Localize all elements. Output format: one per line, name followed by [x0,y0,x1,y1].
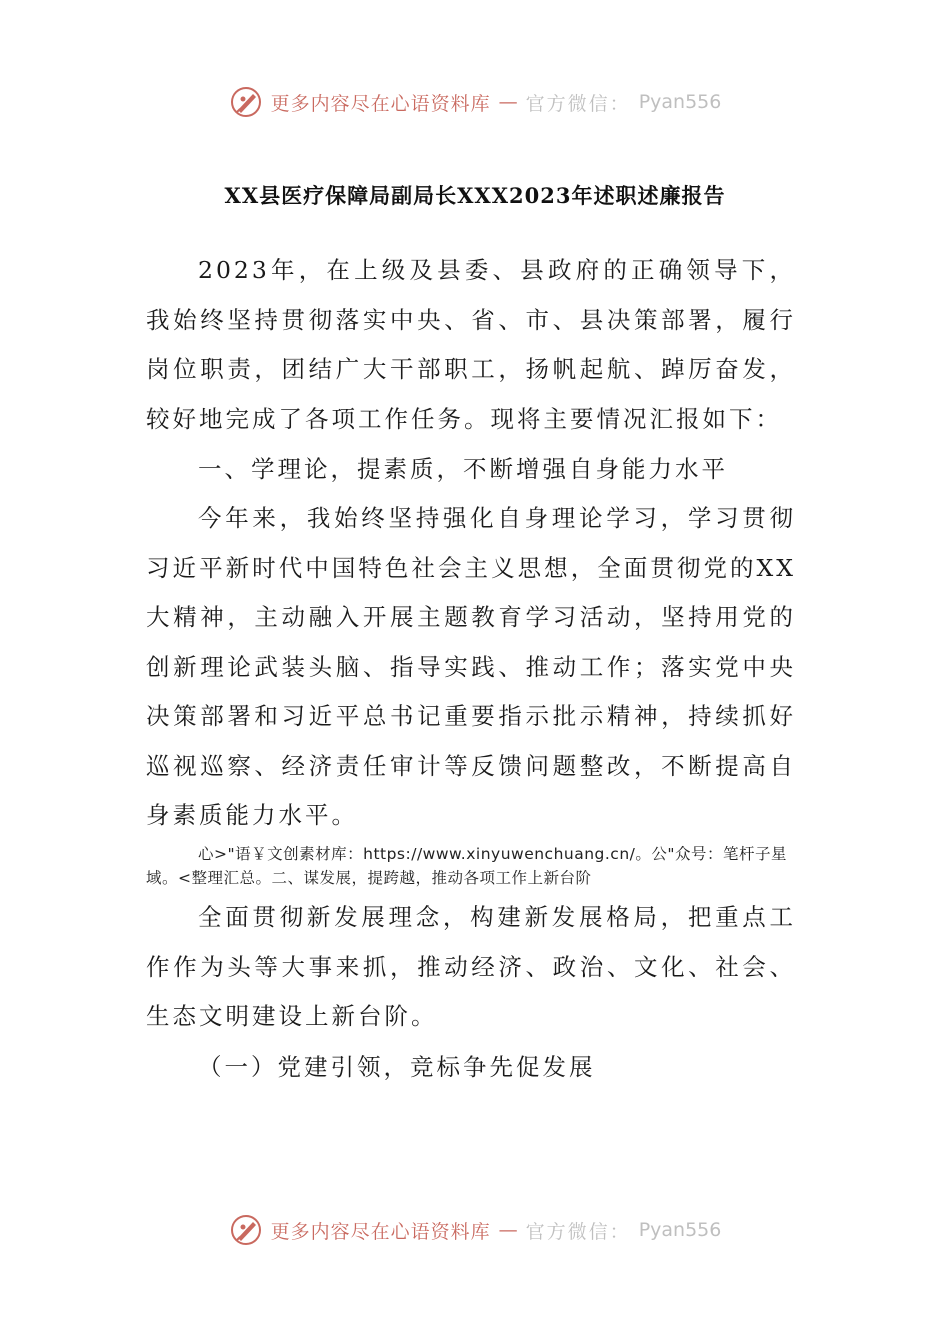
watermark-wechat-id: Pyan556 [638,91,722,113]
watermark-text: 更多内容尽在心语资料库 [270,92,491,115]
pen-logo-icon [229,1213,263,1247]
watermark-dash: — [498,91,518,113]
section-heading-1: 一、学理论，提素质，不断增强自身能力水平 [198,455,728,483]
watermark-label: 官方微信： [525,92,631,115]
watermark-dash: — [498,1219,518,1241]
pen-logo-icon [229,85,263,119]
source-note: 心>"语￥文创素材库：https://www.xinyuwenchuang.cn/。公"众号：笔杆子星域。<整理汇总。二、谋发展，提跨越，推动各项工作上新台阶 [146,845,788,887]
paragraph-study: 今年来，我始终坚持强化自身理论学习，学习贯彻习近平新时代中国特色社会主义思想，全面贯彻党的XX大精神，主动融入开展主题教育学习活动，坚持用党的创新理论武装头脑、指导实践、推动工作；落实党中央决策部署和习近平总书记重要指示批示精神，持续抓好巡视巡察、经济责任审计等反馈问题整改，不断提高自身素质能力水平。 [146,504,796,829]
watermark-label: 官方微信： [525,1220,631,1243]
watermark-text: 更多内容尽在心语资料库 [270,1220,491,1243]
document-title: XX县医疗保障局副局长XXX2023年述职述廉报告 [224,183,726,208]
watermark-header [0,80,950,124]
paragraph-intro: 2023年，在上级及县委、县政府的正确领导下，我始终坚持贯彻落实中央、省、市、县决策部署，履行岗位职责，团结广大干部职工，扬帆起航、踔厉奋发，较好地完成了各项工作任务。现将主要情况汇报如下： [146,256,796,433]
paragraph-development: 全面贯彻新发展理念，构建新发展格局，把重点工作作为头等大事来抓，推动经济、政治、文化、社会、生态文明建设上新台阶。 [146,903,796,1030]
subsection-heading-1: （一）党建引领，竞标争先促发展 [198,1053,596,1081]
watermark-footer [0,1208,950,1252]
watermark-wechat-id: Pyan556 [638,1219,722,1241]
